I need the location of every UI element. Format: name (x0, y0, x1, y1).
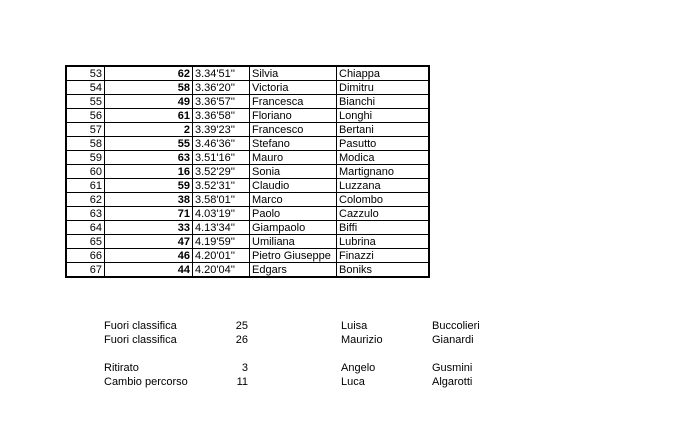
bib-number-cell: 44 (105, 263, 193, 278)
first-name-cell: Silvia (250, 66, 337, 81)
last-name-cell: Modica (337, 151, 430, 165)
bib-number-cell: 58 (105, 81, 193, 95)
position-cell: 67 (66, 263, 105, 278)
position-cell: 61 (66, 179, 105, 193)
time-cell: 4.19'59'' (193, 235, 250, 249)
bib-number-cell: 63 (105, 151, 193, 165)
note-last-name: Algarotti (432, 376, 473, 388)
bib-number-cell: 38 (105, 193, 193, 207)
last-name-cell: Luzzana (337, 179, 430, 193)
first-name-cell: Edgars (250, 263, 337, 278)
note-first-name: Angelo (341, 362, 376, 374)
last-name-cell: Lubrina (337, 235, 430, 249)
note-first-name: Maurizio (341, 334, 383, 346)
bib-number-cell: 16 (105, 165, 193, 179)
note-last-name: Gianardi (432, 334, 474, 346)
first-name-cell: Paolo (250, 207, 337, 221)
time-cell: 3.52'31'' (193, 179, 250, 193)
first-name-cell: Marco (250, 193, 337, 207)
time-cell: 3.39'23'' (193, 123, 250, 137)
position-cell: 65 (66, 235, 105, 249)
note-last-name: Buccolieri (432, 320, 480, 332)
last-name-cell: Martignano (337, 165, 430, 179)
time-cell: 4.20'04'' (193, 263, 250, 278)
note-label: Fuori classifica (104, 334, 177, 346)
note-number: 26 (235, 334, 248, 346)
first-name-cell: Francesco (250, 123, 337, 137)
note-number: 3 (241, 362, 248, 374)
time-cell: 3.36'58'' (193, 109, 250, 123)
position-cell: 55 (66, 95, 105, 109)
note-label: Fuori classifica (104, 320, 177, 332)
last-name-cell: Pasutto (337, 137, 430, 151)
last-name-cell: Longhi (337, 109, 430, 123)
bib-number-cell: 49 (105, 95, 193, 109)
time-cell: 4.20'01'' (193, 249, 250, 263)
time-cell: 3.34'51'' (193, 66, 250, 81)
bib-number-cell: 47 (105, 235, 193, 249)
first-name-cell: Francesca (250, 95, 337, 109)
position-cell: 62 (66, 193, 105, 207)
bib-number-cell: 33 (105, 221, 193, 235)
first-name-cell: Stefano (250, 137, 337, 151)
last-name-cell: Dimitru (337, 81, 430, 95)
first-name-cell: Pietro Giuseppe (250, 249, 337, 263)
position-cell: 63 (66, 207, 105, 221)
first-name-cell: Victoria (250, 81, 337, 95)
time-cell: 3.36'20'' (193, 81, 250, 95)
first-name-cell: Mauro (250, 151, 337, 165)
position-cell: 60 (66, 165, 105, 179)
note-last-name: Gusmini (432, 362, 473, 374)
time-cell: 3.52'29'' (193, 165, 250, 179)
position-cell: 53 (66, 66, 105, 81)
first-name-cell: Floriano (250, 109, 337, 123)
note-number: 11 (236, 376, 248, 388)
last-name-cell: Cazzulo (337, 207, 430, 221)
first-name-cell: Giampaolo (250, 221, 337, 235)
note-first-name: Luca (341, 376, 365, 388)
position-cell: 56 (66, 109, 105, 123)
first-name-cell: Claudio (250, 179, 337, 193)
bib-number-cell: 2 (105, 123, 193, 137)
first-name-cell: Umiliana (250, 235, 337, 249)
time-cell: 4.03'19'' (193, 207, 250, 221)
bib-number-cell: 46 (105, 249, 193, 263)
last-name-cell: Boniks (337, 263, 430, 278)
note-label: Cambio percorso (104, 376, 188, 388)
last-name-cell: Bianchi (337, 95, 430, 109)
position-cell: 58 (66, 137, 105, 151)
position-cell: 64 (66, 221, 105, 235)
position-cell: 66 (66, 249, 105, 263)
last-name-cell: Biffi (337, 221, 430, 235)
bib-number-cell: 62 (105, 66, 193, 81)
note-label: Ritirato (104, 362, 139, 374)
last-name-cell: Chiappa (337, 66, 430, 81)
bib-number-cell: 59 (105, 179, 193, 193)
first-name-cell: Sonia (250, 165, 337, 179)
time-cell: 3.36'57'' (193, 95, 250, 109)
last-name-cell: Bertani (337, 123, 430, 137)
time-cell: 4.13'34'' (193, 221, 250, 235)
time-cell: 3.46'36'' (193, 137, 250, 151)
note-first-name: Luisa (341, 320, 368, 332)
bib-number-cell: 61 (105, 109, 193, 123)
position-cell: 54 (66, 81, 105, 95)
last-name-cell: Colombo (337, 193, 430, 207)
bib-number-cell: 55 (105, 137, 193, 151)
position-cell: 59 (66, 151, 105, 165)
position-cell: 57 (66, 123, 105, 137)
time-cell: 3.58'01'' (193, 193, 250, 207)
bib-number-cell: 71 (105, 207, 193, 221)
note-number: 25 (235, 320, 248, 332)
last-name-cell: Finazzi (337, 249, 430, 263)
time-cell: 3.51'16'' (193, 151, 250, 165)
